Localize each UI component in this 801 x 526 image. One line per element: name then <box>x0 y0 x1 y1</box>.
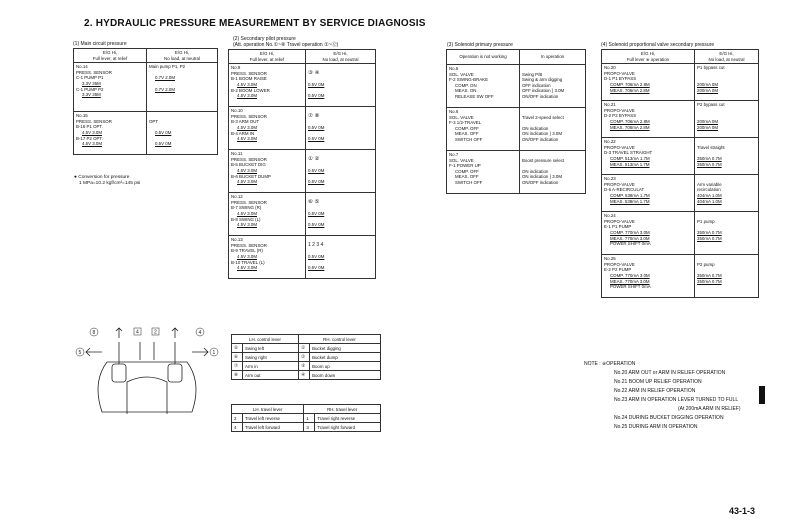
arrow-right-out <box>192 348 208 356</box>
s2-row2-right: ⑦ ⑧ 0.5V 0M 0.5V 0M <box>306 107 376 150</box>
travel-desc: Travel left forward <box>243 423 304 432</box>
conversion-value: 1 MPa=10.2 kgf/cm²=145 psi <box>79 181 141 186</box>
s2-row5-left: No.13 PRESS. SENSOR B-9 TRAVEL (R) 4.5V 3.0M B-10 TRAVEL (L) 4.5V 3.0M <box>229 236 306 279</box>
diagram-label-8: 8 <box>92 330 96 336</box>
note-item: No.24 DURING BUCKET DIGGING OPERATION <box>614 415 724 421</box>
arrow-left-out <box>86 348 102 356</box>
lever-num: ⑤ <box>232 344 243 353</box>
lever-num: ⑧ <box>232 371 243 380</box>
note-item: No.25 DURING ARM IN OPERATION <box>614 424 698 430</box>
conversion-title: ● Conversion for pressure <box>74 175 130 180</box>
section4-caption: (4) Solenoid proportional valve secondary pressure <box>601 42 715 48</box>
s4-row6-right: P2 pump 350mA 0.7M 350mA 0.7M <box>695 255 759 298</box>
main-circuit-table <box>73 48 218 155</box>
lh-control-head: LH. control lever <box>232 335 299 344</box>
s3-row3-right: Boost pressure select ON indication ON indication } 3.0M ON/OFF indication <box>520 151 586 194</box>
lever-num: ④ <box>299 371 310 380</box>
lever-num: ⑦ <box>232 362 243 371</box>
lever-desc: Boom up <box>310 362 381 371</box>
s2-head-left: E/G Hi, Full lever, at relief <box>229 50 306 64</box>
s1-row2-right: OPT 0.5V 0M 0.5V 0M <box>147 112 218 155</box>
s2-row3-left: No.11 PRESS. SENSOR B-5 BUCKET DIG 4.5V 3.0M B-6 BUCKET DUMP 4.5V 3.0M <box>229 150 306 193</box>
s4-row2-right: P2 bypass cut 200mA 0M 200mA 0M <box>695 101 759 138</box>
control-lever-table <box>231 334 381 380</box>
travel-num: 4 <box>232 423 243 432</box>
right-lever-base <box>168 364 182 382</box>
lever-desc: Swing left <box>243 344 299 353</box>
page-number: 43-1-3 <box>728 506 755 516</box>
lever-num: ⑥ <box>232 353 243 362</box>
s4-row4-right: Arm variable recirculation 404mA 1.0M 404mA 1.0M <box>695 175 759 212</box>
s4-row2-left: No.21 PROPO-VALVE D-2 P2 BYPASS COMP. 706mA 2.8M MEAS. 706mA 2.8M <box>602 101 695 138</box>
s2-head-right: E/G Hi, No load, at neutral <box>306 50 376 64</box>
seat-back <box>127 377 167 414</box>
note-item: No.23 ARM IN OPERATION LEVER TURNED TO FULL <box>614 397 739 403</box>
diagram-label-box4: 4 <box>136 329 139 336</box>
s4-row5-left: No.24 PROPO-VALVE E-1 P1 PUMP COMP. 770mA 3.0M MEAS. 770mA 3.0M POWER SHIFT 0mA <box>602 212 695 255</box>
travel-desc: Travel right forward <box>315 423 381 432</box>
proportional-valve-table <box>601 49 759 298</box>
lever-desc: Bucket digging <box>310 344 381 353</box>
s2-row2-left: No.10 PRESS. SENSOR B-3 ARM OUT 4.5V 3.0M B-4 ARM IN 4.5V 3.0M <box>229 107 306 150</box>
s3-row2-left: No.6 SOL. VALVE F-3 1/2-TRAVEL COMP. OFF MEAS. OFF SWITCH OFF <box>447 108 520 151</box>
s1-head-left: E/G Hi, Full lever, at relief <box>74 49 147 63</box>
left-lever-base <box>112 364 126 382</box>
solenoid-primary-table <box>446 49 586 194</box>
rh-travel-head: RH. travel lever <box>304 405 381 414</box>
lever-desc: Boom down <box>310 371 381 380</box>
note-item: No.21 BOOM UP RELIEF OPERATION <box>614 379 702 385</box>
section-tab-marker <box>759 386 765 404</box>
note-item: No.20 ARM OUT or ARM IN RELIEF OPERATION <box>614 370 726 376</box>
s4-row1-right: P1 bypass cut 200mA 0M 200mA 0M <box>695 64 759 101</box>
travel-lever-table <box>231 404 381 432</box>
section1-caption: (1) Main circuit pressure <box>73 41 127 47</box>
diagram-label-5: 5 <box>78 350 82 356</box>
lever-num: ② <box>299 353 310 362</box>
lever-desc: Bucket dump <box>310 353 381 362</box>
diagram-label-1: 1 <box>212 350 216 356</box>
s4-row4-left: No.23 PROPO-VALVE D-6 A-RECIRCULAT COMP. 538mA 1.7M MEAS. 538mA 1.7M <box>602 175 695 212</box>
s1-row2-left: No.15 PRESS. SENSOR B-16 P1 OPT. 4.5V 3.0M B-17 P2 OPT. 4.5V 3.0M <box>74 112 147 155</box>
s2-row3-right: ① ② 0.5V 0M 0.5V 0M <box>306 150 376 193</box>
travel-num: 3 <box>304 423 315 432</box>
note-list <box>614 369 741 432</box>
s1-head-right: E/G Hi, No load, at neutral <box>147 49 218 63</box>
lever-num: ① <box>299 344 310 353</box>
s2-row4-left: No.12 PRESS. SENSOR B-7 SWING (R) 4.5V 3.0M B-8 SWING (L) 4.5V 3.0M <box>229 193 306 236</box>
s4-row3-right: Travel straight 350mA 0.7M 350mA 0.7M <box>695 138 759 175</box>
conversion-note <box>74 175 140 187</box>
lever-num: ③ <box>299 362 310 371</box>
s3-row1-right: Swing P/B Swing & arm digging OFF indication OFF indication } 3.0M ON/OFF indication <box>520 65 586 108</box>
travel-desc: Travel left reverse <box>243 414 304 423</box>
travel-desc: Travel right reverse <box>315 414 381 423</box>
lh-travel-head: LH. travel lever <box>232 405 304 414</box>
arrow-up-right <box>172 328 178 338</box>
arrow-up-left <box>116 328 122 338</box>
secondary-pilot-table <box>228 49 376 279</box>
diagram-label-4: 4 <box>198 330 202 336</box>
cab-seat-outline <box>98 362 196 412</box>
lever-desc: Arm in <box>243 362 299 371</box>
s2-row4-right: ⑥ ⑤ 0.5V 0M 0.5V 0M <box>306 193 376 236</box>
s3-head-right: In operation <box>520 50 586 65</box>
s4-row3-left: No.22 PROPO-VALVE D-3 TRAVEL STRAIGHT COMP. 513mA 1.7M MEAS. 513mA 1.7M <box>602 138 695 175</box>
s2-row1-left: No.9 PRESS. SENSOR B-1 BOOM RAISE 4.5V 3.0M B-2 BOOM LOWER 4.5V 3.0M <box>229 64 306 107</box>
s4-head-left: E/G Hi, Full lever ※ operation <box>602 50 695 64</box>
s2-row1-right: ③ ④ 0.5V 0M 0.5V 0M <box>306 64 376 107</box>
note-item: (At 200mA ARM IN RELIEF) <box>678 406 741 412</box>
travel-num: 1 <box>304 414 315 423</box>
s3-row1-left: No.5 SOL. VALVE F-2 SWING-BRAKE COMP. ON MEAS. ON RELEASE SW OFF <box>447 65 520 108</box>
rh-control-head: RH. control lever <box>299 335 381 344</box>
page-title: 2. HYDRAULIC PRESSURE MEASUREMENT BY SERVICE DIAGNOSIS <box>84 18 426 29</box>
section2-caption: (2) Secondary pilot pressure <box>233 36 296 42</box>
s4-row1-left: No.20 PROPO-VALVE D-1 P1 BYPASS COMP. 706mA 2.8M MEAS. 706mA 2.8M <box>602 64 695 101</box>
note-item: No.22 ARM IN RELIEF OPERATION <box>614 388 696 394</box>
s3-head-left: Operation is not working <box>447 50 520 65</box>
lever-desc: Arm out <box>243 371 299 380</box>
s1-row1-left: No.14 PRESS. SENSOR C-1 PUMP P1 3.3V 35M C-1 PUMP P2 3.3V 35M <box>74 63 147 112</box>
section2-subcaption: (Att. operation No.①~⑧ Travel operation ①~⑫) <box>233 42 339 48</box>
s4-row5-right: P1 pump 350mA 0.7M 350mA 0.7M <box>695 212 759 255</box>
s4-row6-left: No.25 PROPO-VALVE E-2 P2 PUMP COMP. 770mA 3.0M MEAS. 770mA 3.0M POWER SHIFT 0mA <box>602 255 695 298</box>
note-label: NOTE : ※OPERATION <box>584 361 636 367</box>
s3-row3-left: No.7 SOL. VALVE F-1 POWER UP COMP. OFF MEAS. OFF SWITCH OFF <box>447 151 520 194</box>
control-lever-diagram <box>72 322 222 420</box>
travel-num: 2 <box>232 414 243 423</box>
section3-caption: (3) Solenoid primary pressure <box>447 42 513 48</box>
s3-row2-right: Travel 2-speed select ON indication ON indication } 3.0M ON/OFF indication <box>520 108 586 151</box>
s2-row5-right: 1 2 3 4 0.5V 0M 0.5V 0M <box>306 236 376 279</box>
s4-head-right: E/G Hi, No load, at neutral <box>695 50 759 64</box>
s1-row1-right: Main pump P1, P2 0.7V 2.0M 0.7V 2.0M <box>147 63 218 112</box>
lever-desc: Swing right <box>243 353 299 362</box>
diagram-label-box2: 2 <box>154 329 157 336</box>
